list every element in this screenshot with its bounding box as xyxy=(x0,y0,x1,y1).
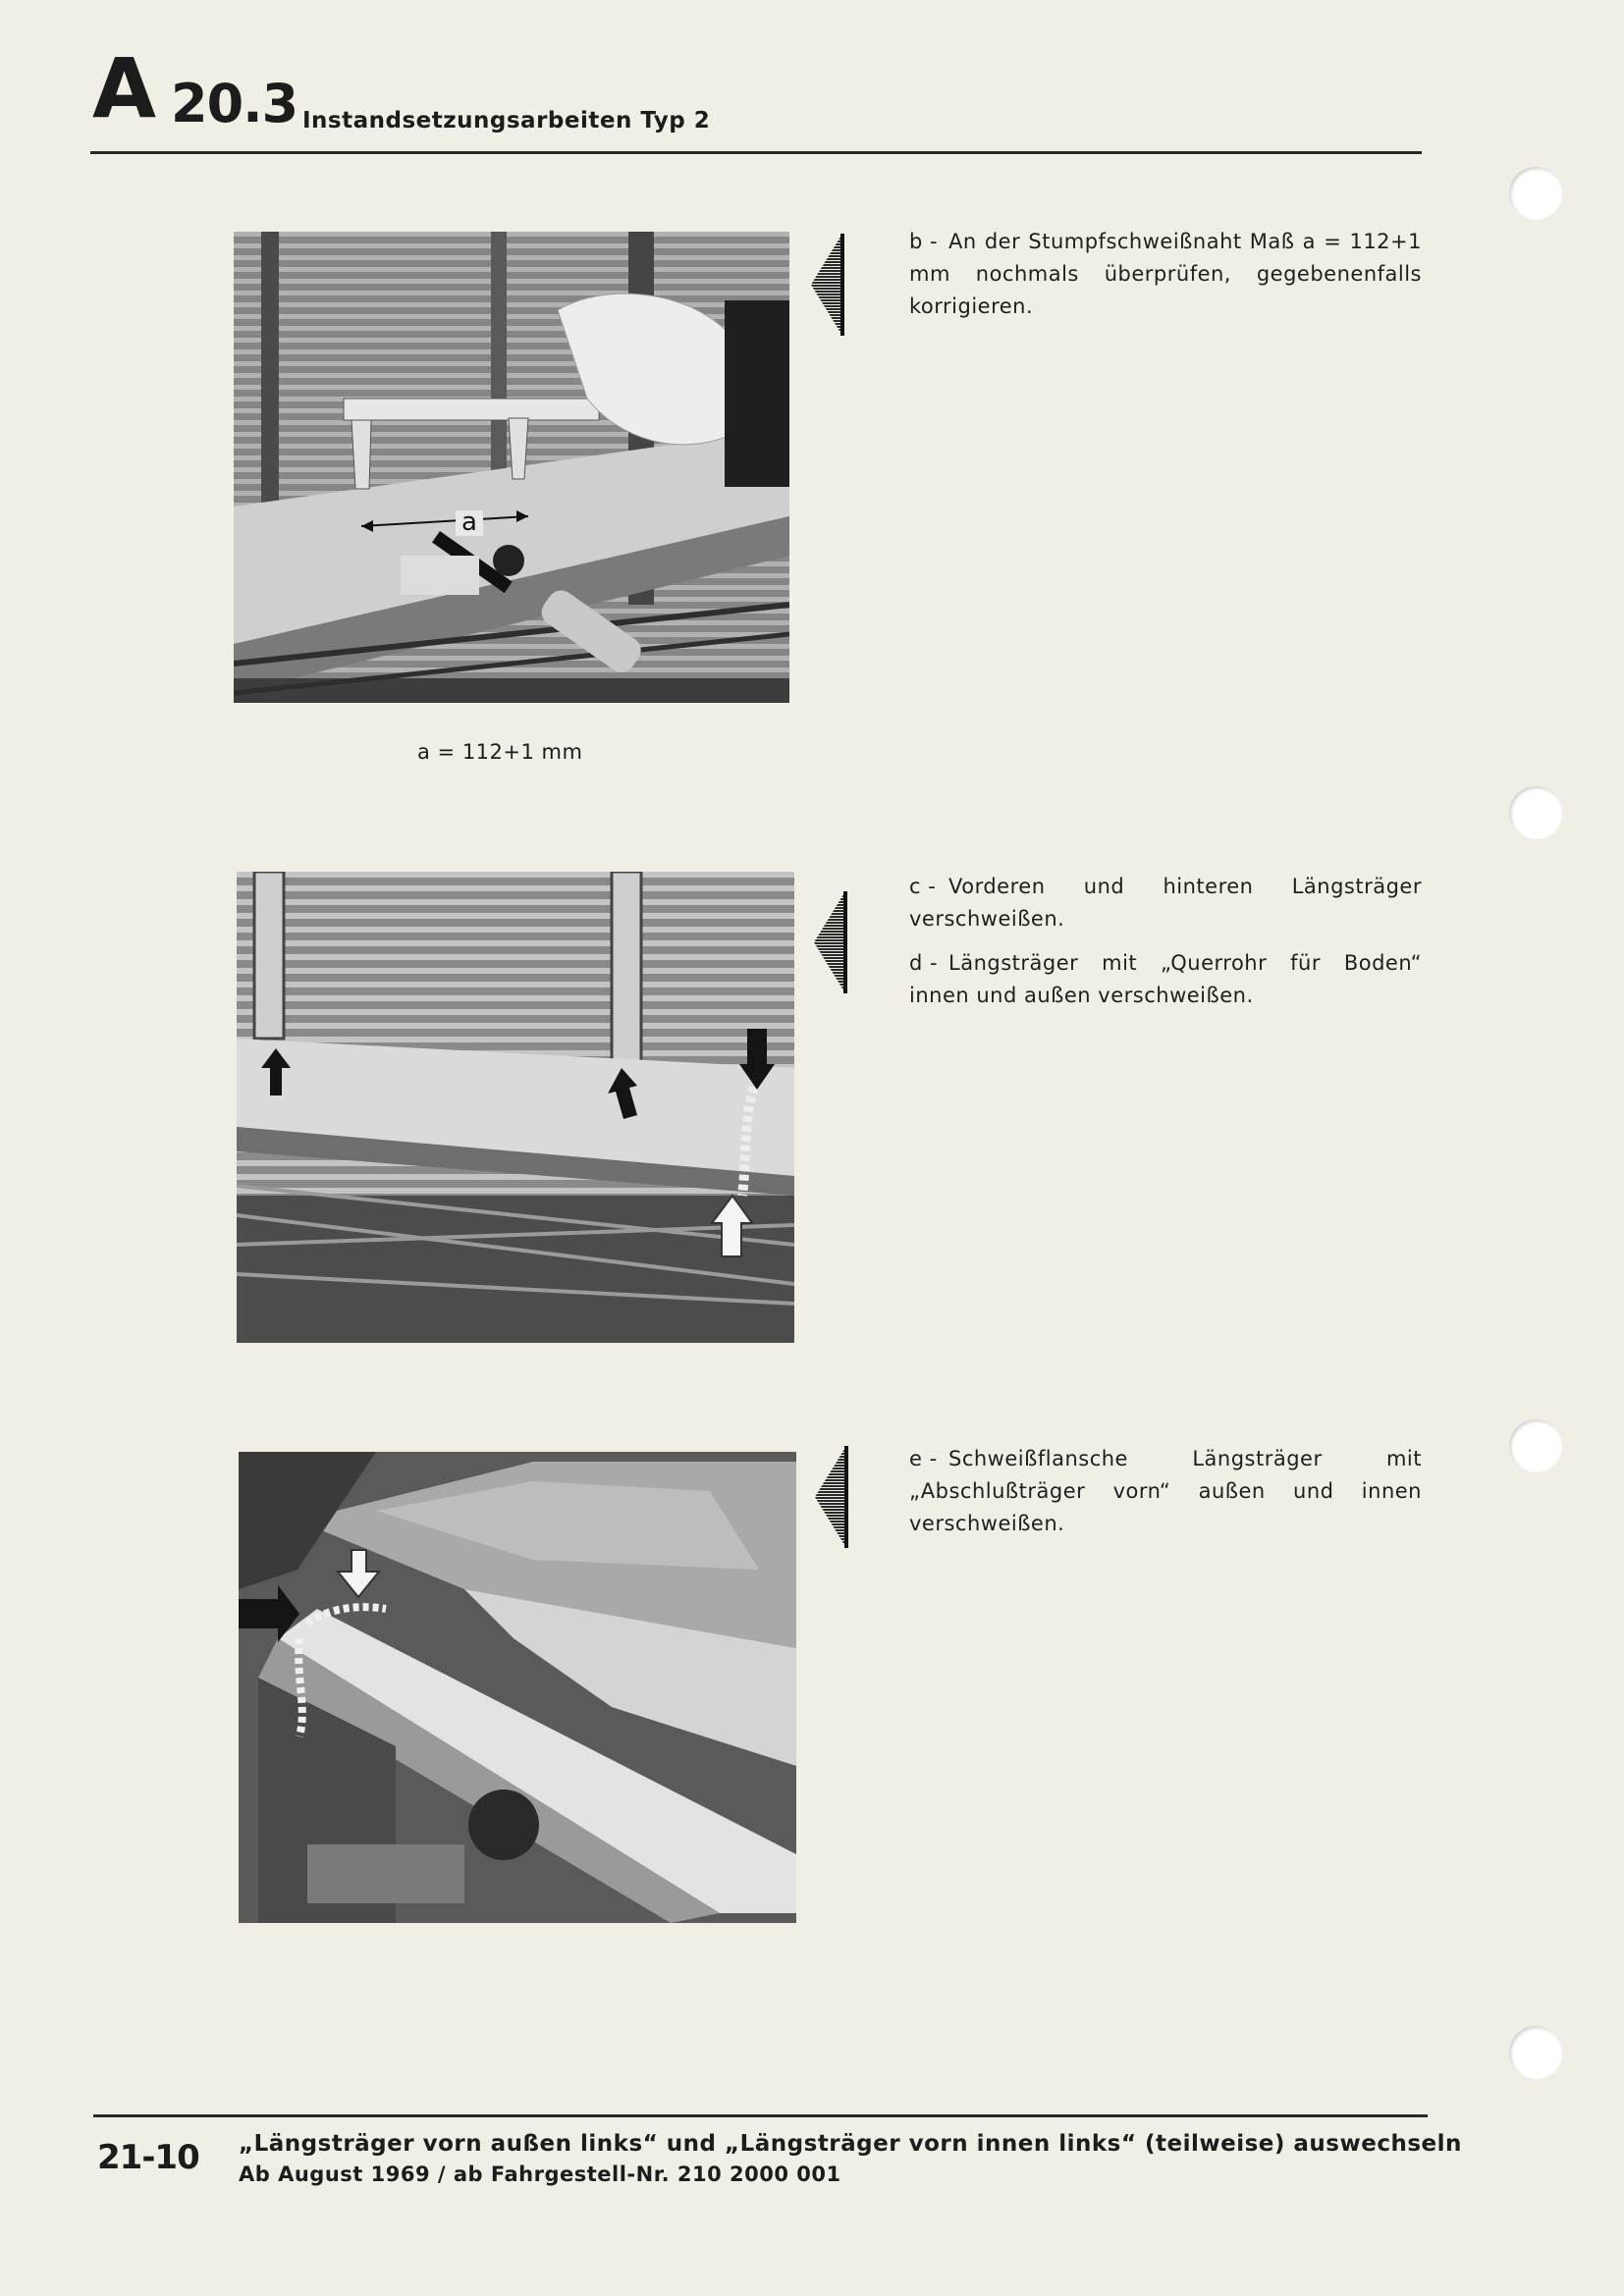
photo-end-crossmember xyxy=(239,1452,796,1923)
step-label: e - xyxy=(909,1447,938,1470)
pointer-arrow-icon xyxy=(812,889,849,995)
page-number: 21-10 xyxy=(97,2138,199,2177)
footer-validity: Ab August 1969 / ab Fahrgestell-Nr. 210 2000 001 xyxy=(239,2163,841,2186)
step-text: Vorderen und hinteren Längsträger verschweißen. xyxy=(909,875,1422,931)
step-b xyxy=(909,226,1422,323)
section-number: 20.3 xyxy=(171,73,298,134)
punch-hole xyxy=(1509,2026,1562,2079)
step-text: Schweißflansche Längsträger mit „Abschlußträger vorn“ außen und innen verschweißen. xyxy=(909,1447,1422,1535)
step-label: d - xyxy=(909,951,939,975)
pointer-arrow-icon xyxy=(809,232,846,338)
photo-caption: a = 112+1 mm xyxy=(417,740,583,764)
footer-rule xyxy=(93,2114,1428,2117)
step-e xyxy=(909,1443,1422,1540)
step-text: Längsträger mit „Querrohr für Boden“ innen und außen verschweißen. xyxy=(909,951,1422,1007)
punch-hole xyxy=(1509,1419,1562,1472)
steps-c-d xyxy=(909,871,1422,1024)
page-title: Instandsetzungsarbeiten Typ 2 xyxy=(302,108,711,133)
step-label: c - xyxy=(909,875,937,898)
step-text: An der Stumpfschweißnaht Maß a = 112+1 mm nochmals überprüfen, gegebenenfalls korrigieren. xyxy=(909,230,1422,318)
punch-hole xyxy=(1509,786,1562,839)
step-label: b - xyxy=(909,230,939,253)
photo-caliper-measurement xyxy=(234,232,789,703)
photo-longitudinal-members xyxy=(237,872,794,1343)
footer-title: „Längsträger vorn außen links“ und „Längsträger vorn innen links“ (teilweise) auswechseln xyxy=(239,2131,1462,2157)
pointer-arrow-icon xyxy=(813,1444,850,1550)
header-rule xyxy=(90,151,1422,154)
dimension-letter: a xyxy=(461,507,477,537)
section-letter: A xyxy=(92,40,154,136)
punch-hole xyxy=(1509,167,1562,220)
